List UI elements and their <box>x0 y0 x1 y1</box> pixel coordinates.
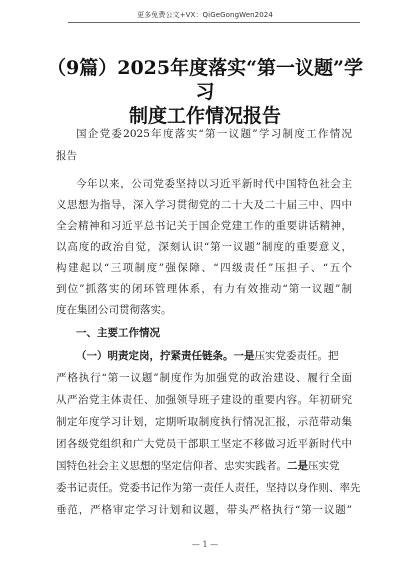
paragraph-line: 从严治党主体责任、加强领导班子建设的重要内容。年初研究 <box>56 394 352 406</box>
paragraph-line: 义思想为指导，深入学习贯彻党的二十大及二十届三中、四中 <box>56 199 352 211</box>
title-line-2: 制度工作情况报告 <box>128 105 281 127</box>
paragraph-text: 压实党委责任。把 <box>254 350 339 362</box>
document-title <box>40 56 370 128</box>
paragraph-line: 垂范，严格审定学习计划和议题，带头严格执行“第一议题” <box>56 504 352 516</box>
paragraph-line: 以高度的政治自觉，深刻认识“第一议题”制度的重要意义， <box>56 241 352 253</box>
paragraph-text: 压实党 <box>308 460 340 472</box>
paragraph-line: 度在集团公司贯彻落实。 <box>56 304 172 316</box>
paragraph-line: 委书记责任。党委书记作为第一责任人责任，坚持以身作则、率先 <box>56 482 361 494</box>
paragraph-line: 严格执行“第一议题”制度作为加强党的政治建设、履行全面 <box>56 372 352 384</box>
emphasis-text: 一是 <box>233 350 255 362</box>
paragraph-line <box>56 460 352 473</box>
header-text: 更多免费公文+VX：QiGeGongWen2024 <box>137 11 273 19</box>
header-rule <box>68 22 360 23</box>
subtitle-line-1: 国企党委2025年度落实“第一议题”学习制度工作情况 <box>76 128 352 140</box>
subheading-text: （一）明责定岗，拧紧责任链条。 <box>76 350 234 362</box>
paragraph-line <box>76 350 352 363</box>
paragraph-line: 构建起以“三项制度”强保障、“四级责任”压担子、“五个 <box>56 262 352 274</box>
paragraph-line: 制定年度学习计划，定期听取制度执行情况汇报，示范带动集 <box>56 416 352 428</box>
paragraph-line: 团各级党组织和广大党员干部职工坚定不移做习近平新时代中 <box>56 438 352 450</box>
paragraph-line: 全会精神和习近平总书记关于国企党建工作的重要讲话精神， <box>56 220 352 232</box>
paragraph-line: 今年以来，公司党委坚持以习近平新时代中国特色社会主 <box>76 178 352 190</box>
emphasis-text: 二是 <box>287 460 308 472</box>
section-heading: 一、主要工作情况 <box>76 327 160 339</box>
subtitle-line-2: 报告 <box>56 150 77 162</box>
paragraph-text: 国特色社会主义思想的坚定信仰者、忠实实践者。 <box>56 460 287 472</box>
page-number: — 1 — <box>191 540 219 549</box>
paragraph-line: 到位”抓落实的闭环管理体系，有力有效推动“第一议题”制 <box>56 283 352 295</box>
title-line-1: （9篇）2025年度落实“第一议题”学习 <box>47 57 363 103</box>
